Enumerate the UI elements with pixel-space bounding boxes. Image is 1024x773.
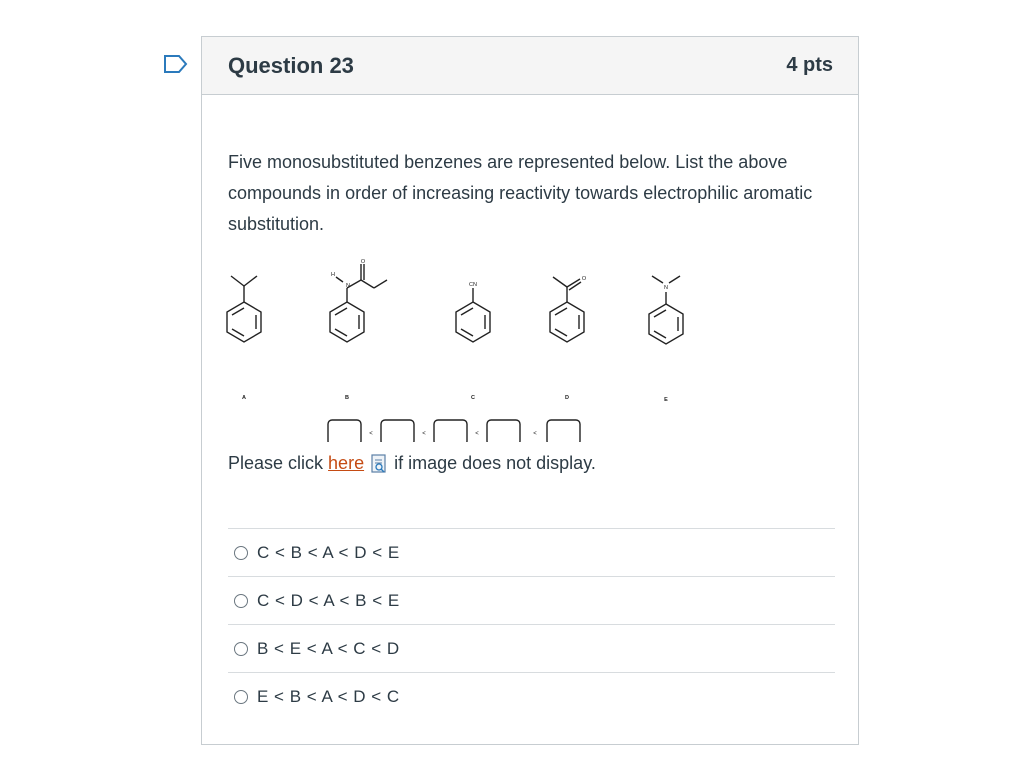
document-preview-icon[interactable] [370, 454, 388, 474]
label-a: A [242, 395, 246, 401]
lt-1: < [369, 431, 373, 437]
compound-b-structure [330, 264, 387, 342]
atom-d-o: O [581, 276, 587, 282]
answer-label: B < E < A < C < D [257, 638, 400, 658]
question-header [202, 37, 858, 95]
image-note-prefix: Please click [228, 453, 324, 473]
compound-a-structure [227, 276, 261, 342]
answer-option-1[interactable] [228, 528, 835, 576]
order-box-1 [328, 420, 361, 442]
answer-option-4[interactable] [228, 672, 835, 720]
label-d: D [565, 395, 569, 401]
order-box-5 [547, 420, 580, 442]
answer-label: C < D < A < B < E [257, 590, 400, 610]
radio-button[interactable] [234, 642, 248, 656]
compound-c-structure [456, 288, 490, 342]
label-b: B [345, 395, 349, 401]
atom-e-n: N [664, 285, 668, 291]
order-box-2 [381, 420, 414, 442]
answer-option-2[interactable] [228, 576, 835, 624]
atom-b-n: N [346, 283, 350, 289]
question-points: 4 pts [786, 54, 833, 76]
atom-c-cn: CN [469, 282, 477, 288]
order-box-3 [434, 420, 467, 442]
question-title: Question 23 [228, 52, 354, 78]
radio-button[interactable] [234, 690, 248, 704]
lt-4: < [533, 431, 537, 437]
compound-d-structure [550, 277, 584, 342]
atom-b-o: O [360, 259, 366, 265]
question-card [201, 36, 859, 745]
lt-3: < [475, 431, 479, 437]
label-c: C [471, 395, 475, 401]
answer-option-3[interactable] [228, 624, 835, 672]
flag-question-icon[interactable] [163, 54, 189, 74]
order-box-4 [487, 420, 520, 442]
image-fallback-note [228, 453, 596, 474]
question-text: Five monosubstituted benzenes are represented below. List the above compounds in order of increasing reactivity towards electrophilic aromatic substitution. [228, 152, 813, 234]
benzene-compounds-figure [222, 242, 722, 442]
answer-label: C < B < A < D < E [257, 542, 400, 562]
image-link[interactable]: here [328, 453, 365, 473]
atom-b-h: H [331, 272, 335, 278]
label-e: E [664, 397, 668, 403]
radio-button[interactable] [234, 594, 248, 608]
image-note-suffix: if image does not display. [394, 453, 596, 473]
radio-button[interactable] [234, 546, 248, 560]
answer-list [228, 528, 835, 720]
lt-2: < [422, 431, 426, 437]
answer-label: E < B < A < D < C [257, 686, 400, 706]
